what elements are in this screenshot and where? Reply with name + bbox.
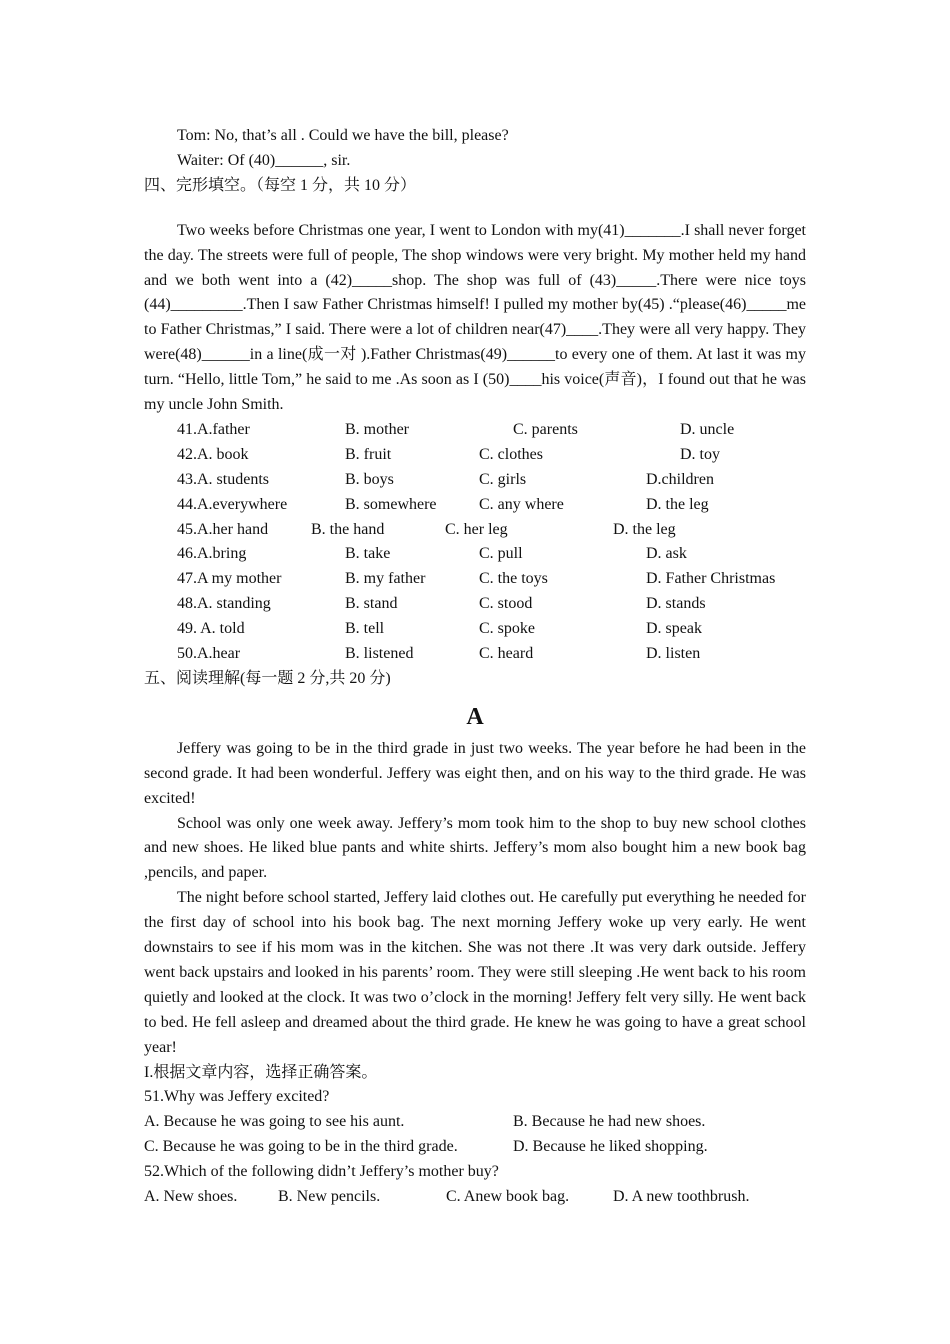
option-c: C. pull — [479, 545, 523, 563]
q52-option-c: C. Anew book bag. — [446, 1188, 570, 1206]
option-row — [144, 592, 806, 617]
option-d: D. the leg — [646, 495, 709, 513]
section5-heading: 五、阅读理解(每一题 2 分,共 20 分) — [144, 669, 391, 687]
option-b: B. mother — [345, 420, 409, 438]
q51-option-c: C. Because he was going to be in the third grade. — [144, 1138, 458, 1156]
q51-option-b: B. Because he had new shoes. — [513, 1113, 706, 1131]
option-d: D. uncle — [680, 420, 735, 438]
cloze-passage: Two weeks before Christmas one year, I went to London with my(41)_______.I shall never forget the day. The streets were full of people, The shop windows were very bright. My mother held my hand and we both went into a (42)_____shop. The shop was full of (43)_____.There were nice toys (44)_________.Then I saw Father Christmas himself! I pulled my mother by(45) .“please(46)_____me to Father Christmas,” I said. There were a lot of children near(47)____.They were all very happy. They were(48)______in a line(成一对 ).Father Christmas(49)______to every one of them. At last it was my turn. “Hello, little Tom,” he said to me .As soon as I (50)____his voice(声音)，I found out that he was my uncle John Smith. — [144, 221, 806, 414]
option-a: 47.A my mother — [177, 570, 282, 588]
option-b: B. my father — [345, 570, 426, 588]
question-52-stem: 52.Which of the following didn’t Jeffery’s mother buy? — [144, 1163, 499, 1181]
section4-heading: 四、完形填空。（每空 1 分，共 10 分） — [144, 176, 417, 194]
option-row — [144, 468, 806, 493]
question-51-options-row2 — [144, 1135, 806, 1160]
option-b: B. take — [345, 545, 391, 563]
option-row — [144, 542, 806, 567]
option-c: C. stood — [479, 595, 533, 613]
option-d: D. speak — [646, 620, 702, 638]
option-a: 46.A.bring — [177, 545, 247, 563]
passage-title: A — [466, 703, 484, 730]
option-c: C. girls — [479, 470, 527, 488]
question-51-stem: 51.Why was Jeffery excited? — [144, 1088, 330, 1106]
q51-option-d: D. Because he liked shopping. — [513, 1138, 708, 1156]
reading-instruction: I.根据文章内容，选择正确答案。 — [144, 1063, 378, 1081]
question-51-options-row1 — [144, 1110, 806, 1135]
option-c: C. her leg — [445, 520, 508, 538]
option-d: D.children — [646, 470, 714, 488]
option-a: 50.A.hear — [177, 644, 241, 662]
option-d: D. listen — [646, 644, 701, 662]
q52-option-d: D. A new toothbrush. — [613, 1188, 750, 1206]
option-b: B. listened — [345, 644, 414, 662]
option-c: C. parents — [513, 420, 578, 438]
option-b: B. boys — [345, 470, 394, 488]
option-d: D. ask — [646, 545, 687, 563]
option-a: 45.A.her hand — [177, 520, 269, 538]
option-c: C. spoke — [479, 620, 535, 638]
option-b: B. fruit — [345, 445, 392, 463]
option-a: 44.A.everywhere — [177, 495, 288, 513]
option-row — [144, 518, 806, 543]
dialogue-line-waiter: Waiter: Of (40)______, sir. — [177, 151, 351, 169]
option-c: C. heard — [479, 644, 534, 662]
question-52-options — [144, 1185, 806, 1210]
option-row — [144, 443, 806, 468]
option-c: C. clothes — [479, 445, 543, 463]
option-row — [144, 418, 806, 443]
option-a: 41.A.father — [177, 420, 250, 438]
option-c: C. any where — [479, 495, 564, 513]
option-a: 48.A. standing — [177, 595, 271, 613]
option-d: D. Father Christmas — [646, 570, 776, 588]
option-d: D. stands — [646, 595, 706, 613]
option-row — [144, 642, 806, 667]
option-c: C. the toys — [479, 570, 548, 588]
passage-paragraph: The night before school started, Jeffery laid clothes out. He carefully put everything he needed for the first day of school into his book bag. The next morning Jeffery woke up very early. He went downstairs to see if his mom was in the kitchen. She was not there .It was very dark outside. Jeffery went back upstairs and looked in his parents’ room. They were still sleeping .He went back to his room quietly and looked at the clock. It was two o’clock in the morning! Jeffery felt very silly. He went back to bed. He fell asleep and dreamed about the third grade. He knew he was going to have a great school year! — [144, 889, 806, 1056]
option-b: B. tell — [345, 620, 385, 638]
option-b: B. somewhere — [345, 495, 437, 513]
document-page — [144, 124, 806, 1210]
option-b: B. the hand — [311, 520, 385, 538]
dialogue-line-tom: Tom: No, that’s all . Could we have the bill, please? — [177, 127, 509, 144]
cloze-options — [144, 418, 806, 667]
option-row — [144, 493, 806, 518]
option-a: 42.A. book — [177, 445, 249, 463]
option-a: 43.A. students — [177, 470, 269, 488]
option-b: B. stand — [345, 595, 398, 613]
option-a: 49. A. told — [177, 620, 245, 638]
q52-option-b: B. New pencils. — [278, 1188, 381, 1206]
q51-option-a: A. Because he was going to see his aunt. — [144, 1113, 405, 1131]
option-d: D. toy — [680, 445, 720, 463]
option-d: D. the leg — [613, 520, 676, 538]
option-row — [144, 567, 806, 592]
passage-paragraph: School was only one week away. Jeffery’s mom took him to the shop to buy new school clothes and new shoes. He liked blue pants and white shirts. Jeffery’s mom also bought him a new book bag ,pencils, and paper. — [144, 814, 806, 882]
passage-paragraph: Jeffery was going to be in the third grade in just two weeks. The year before he had been in the second grade. It had been wonderful. Jeffery was eight then, and on his way to the third grade. He was excited! — [144, 739, 806, 807]
q52-option-a: A. New shoes. — [144, 1188, 238, 1206]
option-row — [144, 617, 806, 642]
